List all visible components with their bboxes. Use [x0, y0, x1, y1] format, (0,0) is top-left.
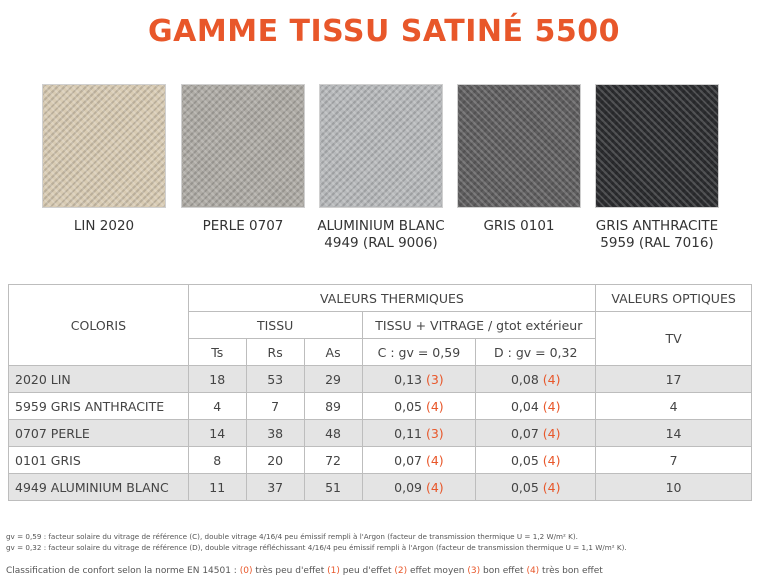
cell-rs: 7 — [246, 393, 304, 420]
cell-c-class: (4) — [425, 452, 444, 468]
swatch-gris-anthracite — [595, 84, 719, 251]
header-rs: Rs — [246, 339, 304, 366]
cell-d — [476, 366, 596, 393]
cell-tv: 7 — [596, 447, 752, 474]
header-c-gv: C : gv = 0,59 — [362, 339, 476, 366]
cell-c-value: 0,13 — [394, 371, 422, 387]
legend-intro: Classification de confort selon la norme EN 14501 : — [6, 566, 240, 576]
legend-class-2: (2) — [394, 566, 408, 576]
cell-d — [476, 393, 596, 420]
header-d-gv: D : gv = 0,32 — [476, 339, 596, 366]
cell-d-value: 0,05 — [510, 452, 539, 468]
swatch-chip — [42, 84, 166, 208]
cell-c — [362, 447, 476, 474]
cell-d — [476, 474, 596, 501]
table-row — [9, 366, 752, 393]
swatch-lin — [42, 84, 166, 234]
comfort-classification-legend — [6, 566, 766, 576]
legend-text-3: bon effet — [480, 566, 527, 576]
table-row — [9, 447, 752, 474]
cell-rs: 53 — [246, 366, 304, 393]
swatch-aluminium-blanc — [317, 84, 445, 251]
cell-c-class: (4) — [425, 398, 444, 414]
cell-d — [476, 420, 596, 447]
cell-coloris: 4949 ALUMINIUM BLANC — [9, 474, 189, 501]
cell-tv: 17 — [596, 366, 752, 393]
cell-d-class: (4) — [542, 425, 561, 441]
cell-d — [476, 447, 596, 474]
legend-text-1: peu d'effet — [339, 566, 395, 576]
cell-c-class: (3) — [425, 371, 444, 387]
table-row — [9, 420, 752, 447]
swatch-perle — [181, 84, 305, 234]
cell-c-class: (3) — [425, 425, 444, 441]
swatch-label-line1: PERLE 0707 — [202, 218, 284, 234]
legend-text-2: effet moyen — [407, 566, 468, 576]
cell-ts: 11 — [188, 474, 246, 501]
cell-as: 89 — [304, 393, 362, 420]
swatch-label-line1: GRIS ANTHRACITE — [595, 218, 719, 234]
cell-c — [362, 474, 476, 501]
header-tissu-vitrage: TISSU + VITRAGE / gtot extérieur — [362, 312, 596, 339]
table-row — [9, 393, 752, 420]
cell-c-value: 0,11 — [394, 425, 422, 441]
cell-d-class: (4) — [542, 452, 561, 468]
legend-class-1: (1) — [327, 566, 340, 576]
cell-d-class: (4) — [542, 371, 561, 387]
swatch-label-line1: GRIS 0101 — [483, 218, 555, 234]
footnote-gv-032: gv = 0,32 : facteur solaire du vitrage de référence (D), double vitrage réfléchissant 4/16/4 peu émissif rempli à l'Argon (facteur de transmission thermique U = 1,1 W/m² K). — [6, 543, 627, 552]
table-row — [9, 474, 752, 501]
cell-coloris: 5959 GRIS ANTHRACITE — [9, 393, 189, 420]
header-tissu: TISSU — [188, 312, 362, 339]
cell-tv: 4 — [596, 393, 752, 420]
cell-c-class: (4) — [425, 479, 444, 495]
cell-rs: 38 — [246, 420, 304, 447]
header-tv: TV — [596, 312, 752, 366]
footnotes — [6, 531, 766, 553]
swatch-gris — [457, 84, 581, 234]
page-title: GAMME TISSU SATINÉ 5500 — [148, 14, 620, 49]
cell-ts: 18 — [188, 366, 246, 393]
cell-coloris: 2020 LIN — [9, 366, 189, 393]
header-valeurs-thermiques: VALEURS THERMIQUES — [188, 285, 595, 312]
cell-ts: 8 — [188, 447, 246, 474]
swatch-chip — [457, 84, 581, 208]
cell-coloris: 0101 GRIS — [9, 447, 189, 474]
cell-c — [362, 393, 476, 420]
legend-class-4: (4) — [526, 566, 540, 576]
swatch-label-line2: 4949 (RAL 9006) — [324, 235, 438, 251]
cell-ts: 4 — [188, 393, 246, 420]
cell-rs: 20 — [246, 447, 304, 474]
swatch-chip — [181, 84, 305, 208]
cell-c — [362, 366, 476, 393]
cell-coloris: 0707 PERLE — [9, 420, 189, 447]
swatch-label-line1: ALUMINIUM BLANC — [317, 218, 445, 234]
thermal-optical-table — [8, 284, 752, 501]
cell-as: 29 — [304, 366, 362, 393]
swatch-chip — [595, 84, 719, 208]
swatch-gallery — [42, 84, 732, 251]
cell-tv: 10 — [596, 474, 752, 501]
legend-text-0: très peu d'effet — [252, 566, 328, 576]
header-coloris: COLORIS — [9, 285, 189, 366]
cell-d-value: 0,07 — [510, 425, 539, 441]
swatch-label-line1: LIN 2020 — [73, 218, 135, 234]
cell-d-class: (4) — [542, 479, 561, 495]
cell-c-value: 0,09 — [394, 479, 422, 495]
cell-d-value: 0,08 — [510, 371, 539, 387]
cell-as: 48 — [304, 420, 362, 447]
cell-c-value: 0,05 — [394, 398, 422, 414]
legend-class-0: (0) — [239, 566, 253, 576]
cell-d-value: 0,04 — [510, 398, 539, 414]
cell-rs: 37 — [246, 474, 304, 501]
footnote-gv-059: gv = 0,59 : facteur solaire du vitrage de référence (C), double vitrage 4/16/4 peu émissif rempli à l'Argon (facteur de transmission thermique U = 1,2 W/m² K). — [6, 532, 578, 541]
cell-as: 72 — [304, 447, 362, 474]
cell-as: 51 — [304, 474, 362, 501]
swatch-label-line2: 5959 (RAL 7016) — [600, 235, 714, 251]
cell-c-value: 0,07 — [394, 452, 422, 468]
cell-d-value: 0,05 — [510, 479, 539, 495]
swatch-label — [575, 218, 739, 252]
legend-text-4: très bon effet — [539, 566, 603, 576]
header-valeurs-optiques: VALEURS OPTIQUES — [596, 285, 752, 312]
header-as: As — [304, 339, 362, 366]
cell-tv: 14 — [596, 420, 752, 447]
header-ts: Ts — [188, 339, 246, 366]
cell-d-class: (4) — [542, 398, 561, 414]
legend-class-3: (3) — [467, 566, 481, 576]
cell-ts: 14 — [188, 420, 246, 447]
cell-c — [362, 420, 476, 447]
swatch-chip — [319, 84, 443, 208]
